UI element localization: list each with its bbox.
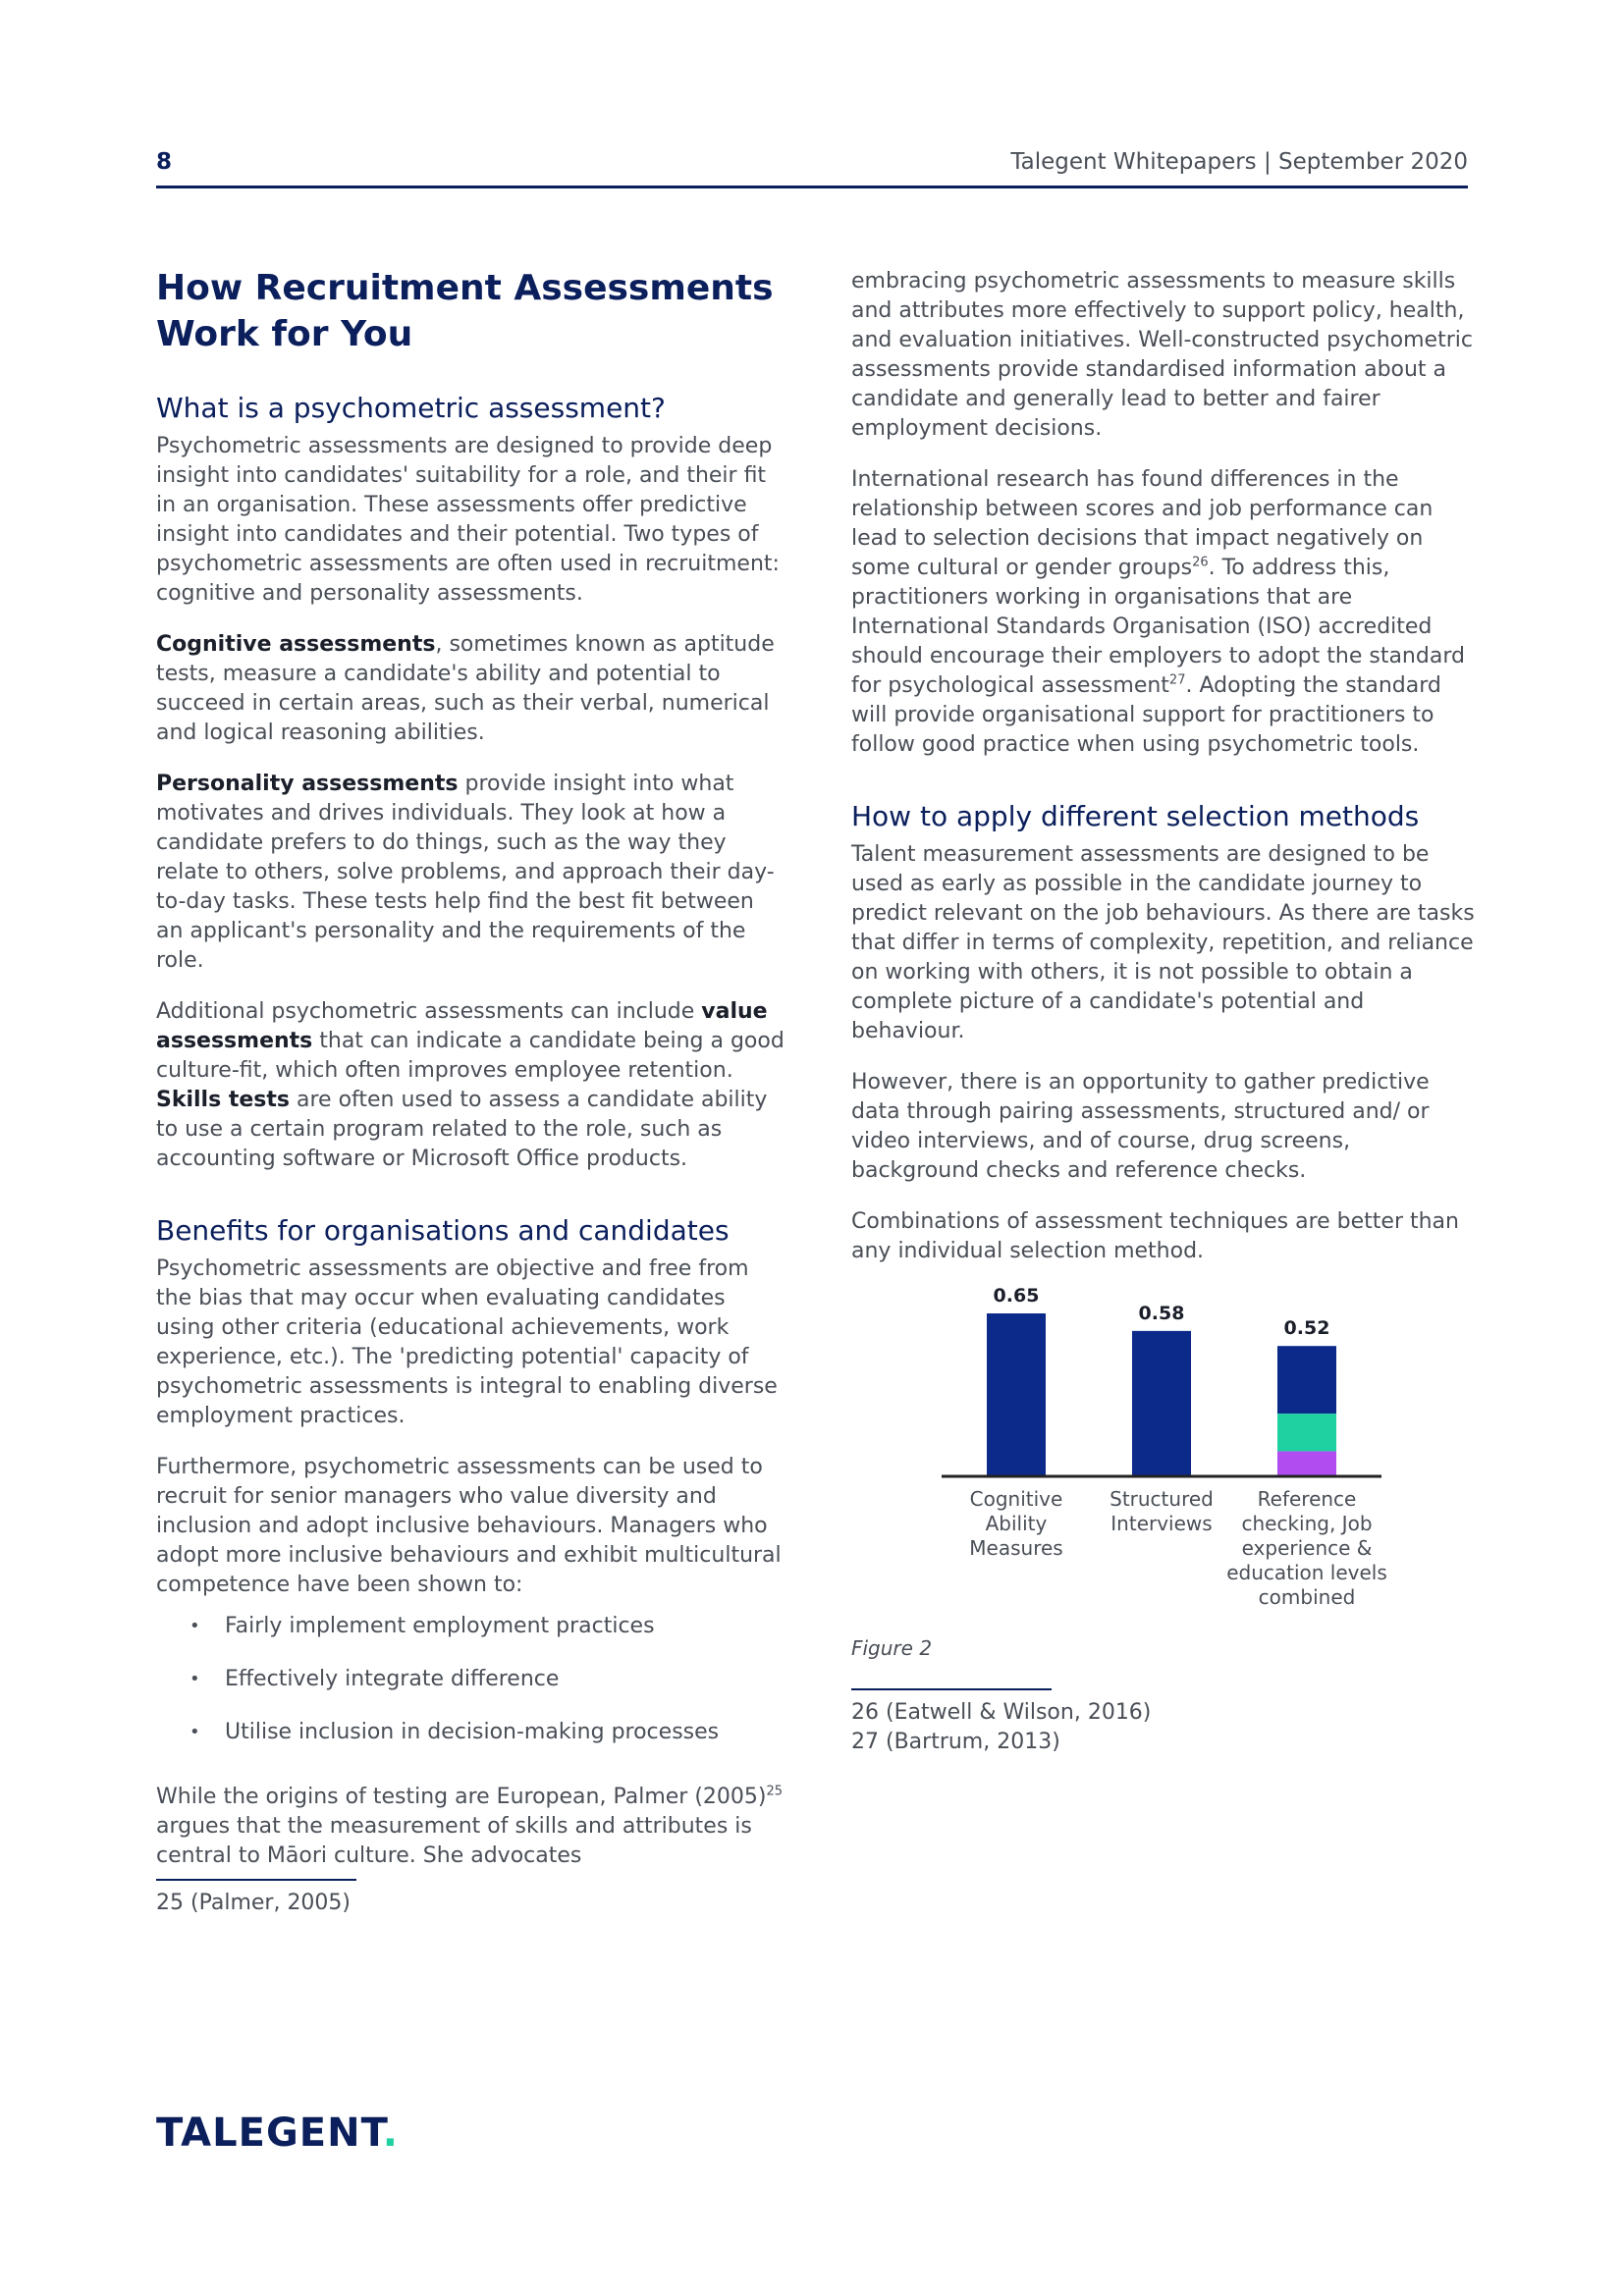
origins-text-a: While the origins of testing are European, Palmer (2005) bbox=[156, 1785, 767, 1809]
page-number: 8 bbox=[156, 149, 173, 175]
figure-caption: Figure 2 bbox=[851, 1636, 933, 1660]
left-column bbox=[156, 265, 785, 1918]
paragraph-benefits-1: Psychometric assessments are objective and free from the bias that may occur when evaluating candidates using other criteria (educational achievements, work experience, etc.). The 'predicting potential' capacity of psychometric assessments is integral to enabling diverse employment practices. bbox=[156, 1256, 778, 1428]
chart-svg bbox=[851, 1280, 1480, 1633]
footnote-25: 25 (Palmer, 2005) bbox=[156, 1891, 352, 1915]
paragraph-apply-1: Talent measurement assessments are designed to be used as early as possible in the candidate journey to predict relevant on the job behaviours. As there are tasks that differ in terms of complexity, repetition, and reliance on working with others, it is not possible to obtain a complete picture of a candidate's potential and behaviour. bbox=[851, 842, 1475, 1043]
talegent-logo bbox=[156, 2110, 399, 2156]
chart-category-label: experience & bbox=[1241, 1536, 1373, 1560]
paragraph-personality bbox=[156, 770, 785, 976]
intl-text-b: . To address this, practitioners working in organisations that are International Standards Organisation (ISO) accredited should encourage their employers to adopt the standard for psychological assessment bbox=[851, 556, 1465, 698]
chart-bar-segment bbox=[1277, 1414, 1336, 1451]
intl-text-a: International research has found differences in the relationship between scores and job performance can lead to selection decisions that impact negatively on some cultural or gender groups bbox=[851, 467, 1434, 580]
footnote-rule bbox=[156, 1879, 356, 1881]
paragraph-international bbox=[851, 465, 1480, 760]
chart-category-label: Ability bbox=[985, 1512, 1048, 1535]
chart-category-label: Structured bbox=[1110, 1487, 1214, 1511]
chart-bar-segment bbox=[1277, 1346, 1336, 1414]
additional-text-a: Additional psychometric assessments can include bbox=[156, 999, 702, 1024]
footnote-26: 26 (Eatwell & Wilson, 2016) bbox=[851, 1700, 1152, 1725]
chart-bar-segment bbox=[1277, 1451, 1336, 1476]
chart-bar bbox=[1132, 1331, 1191, 1476]
footnote-ref-25: 25 bbox=[766, 1784, 784, 1799]
right-column bbox=[851, 267, 1480, 1757]
chart-data-label: 0.58 bbox=[1138, 1302, 1185, 1324]
chart-category-label: education levels bbox=[1226, 1561, 1387, 1584]
footnote-ref-26: 26 bbox=[1192, 555, 1209, 570]
intl-text-c: . Adopting the standard will provide organisational support for practitioners to follow good practice when using psychometric tools. bbox=[851, 673, 1441, 757]
footnote-ref-27: 27 bbox=[1168, 672, 1186, 688]
paragraph-apply-2: However, there is an opportunity to gather predictive data through pairing assessments, structured and/ or video interviews, and of course, drug screens, background checks and reference checks. bbox=[851, 1070, 1430, 1183]
paragraph-origins bbox=[156, 1783, 785, 1871]
list-item: • Utilise inclusion in decision-making processes bbox=[189, 1718, 785, 1747]
header-rule bbox=[156, 186, 1468, 188]
paragraph-benefits-2: Furthermore, psychometric assessments can be used to recruit for senior managers who value diversity and inclusion and adopt inclusive behaviours. Managers who adopt more inclusive behaviours and exhibit multicultural competence have been shown to: bbox=[156, 1455, 782, 1597]
paragraph-additional bbox=[156, 997, 785, 1174]
chart-category-label: Cognitive bbox=[969, 1487, 1063, 1511]
chart-category-label: Interviews bbox=[1110, 1512, 1213, 1535]
paragraph-intro: Psychometric assessments are designed to provide deep insight into candidates' suitability for a role, and their fit in an organisation. These assessments offer predictive insight into candidates and their potential. Two types of psychometric assessments are often used in recruitment: cognitive and personality assessments. bbox=[156, 434, 780, 606]
personality-text: provide insight into what motivates and drives individuals. They look at how a candidate prefers to do things, such as the way they relate to others, solve problems, and approach their day-to-day tasks. These tests help find the best fit between an applicant's personality and the requirements of the role. bbox=[156, 772, 775, 973]
logo-text: TALEGENT bbox=[156, 2110, 383, 2156]
bullet-list bbox=[156, 1612, 785, 1747]
running-header: Talegent Whitepapers | September 2020 bbox=[1010, 149, 1468, 175]
chart-category-label: Reference bbox=[1257, 1487, 1357, 1511]
paragraph-embracing: embracing psychometric assessments to measure skills and attributes more effectively to support policy, health, and evaluation initiatives. Well-constructed psychometric assessments provide standardised information about a candidate and generally lead to better and fairer employment decisions. bbox=[851, 269, 1473, 441]
logo-dot: . bbox=[382, 2110, 399, 2156]
heading-benefits: Benefits for organisations and candidates bbox=[156, 1214, 730, 1247]
additional-text-b: that can indicate a candidate being a good culture-fit, which often improves employee retention. bbox=[156, 1029, 785, 1083]
paragraph-cognitive bbox=[156, 630, 785, 748]
footnote-rule bbox=[851, 1688, 1052, 1690]
chart-category-label: checking, Job bbox=[1241, 1512, 1373, 1535]
term-value-assessments: value assessments bbox=[156, 999, 768, 1053]
additional-text-c: are often used to assess a candidate ability to use a certain program related to the role, such as accounting software or Microsoft Office products. bbox=[156, 1088, 768, 1171]
section-title: How Recruitment Assessments Work for You bbox=[156, 268, 774, 354]
bar-chart bbox=[851, 1280, 1480, 1633]
term-skills-tests: Skills tests bbox=[156, 1088, 290, 1112]
footnote-27: 27 (Bartrum, 2013) bbox=[851, 1730, 1060, 1754]
chart-category-label: combined bbox=[1258, 1585, 1356, 1609]
chart-bar bbox=[987, 1313, 1046, 1476]
list-item: • Effectively integrate difference bbox=[189, 1665, 785, 1694]
chart-data-label: 0.65 bbox=[993, 1285, 1040, 1307]
heading-apply: How to apply different selection methods bbox=[851, 800, 1420, 832]
cognitive-text: , sometimes known as aptitude tests, measure a candidate's ability and potential to succeed in certain areas, such as their verbal, numerical and logical reasoning abilities. bbox=[156, 632, 775, 745]
term-cognitive: Cognitive assessments bbox=[156, 632, 436, 657]
chart-data-label: 0.52 bbox=[1283, 1317, 1330, 1340]
chart-category-label: Measures bbox=[969, 1536, 1063, 1560]
term-personality: Personality assessments bbox=[156, 772, 459, 796]
origins-text-b: argues that the measurement of skills and attributes is central to Māori culture. She advocates bbox=[156, 1814, 752, 1868]
list-item: • Fairly implement employment practices bbox=[189, 1612, 785, 1641]
paragraph-apply-3: Combinations of assessment techniques are better than any individual selection method. bbox=[851, 1209, 1459, 1263]
heading-what-is: What is a psychometric assessment? bbox=[156, 392, 666, 424]
